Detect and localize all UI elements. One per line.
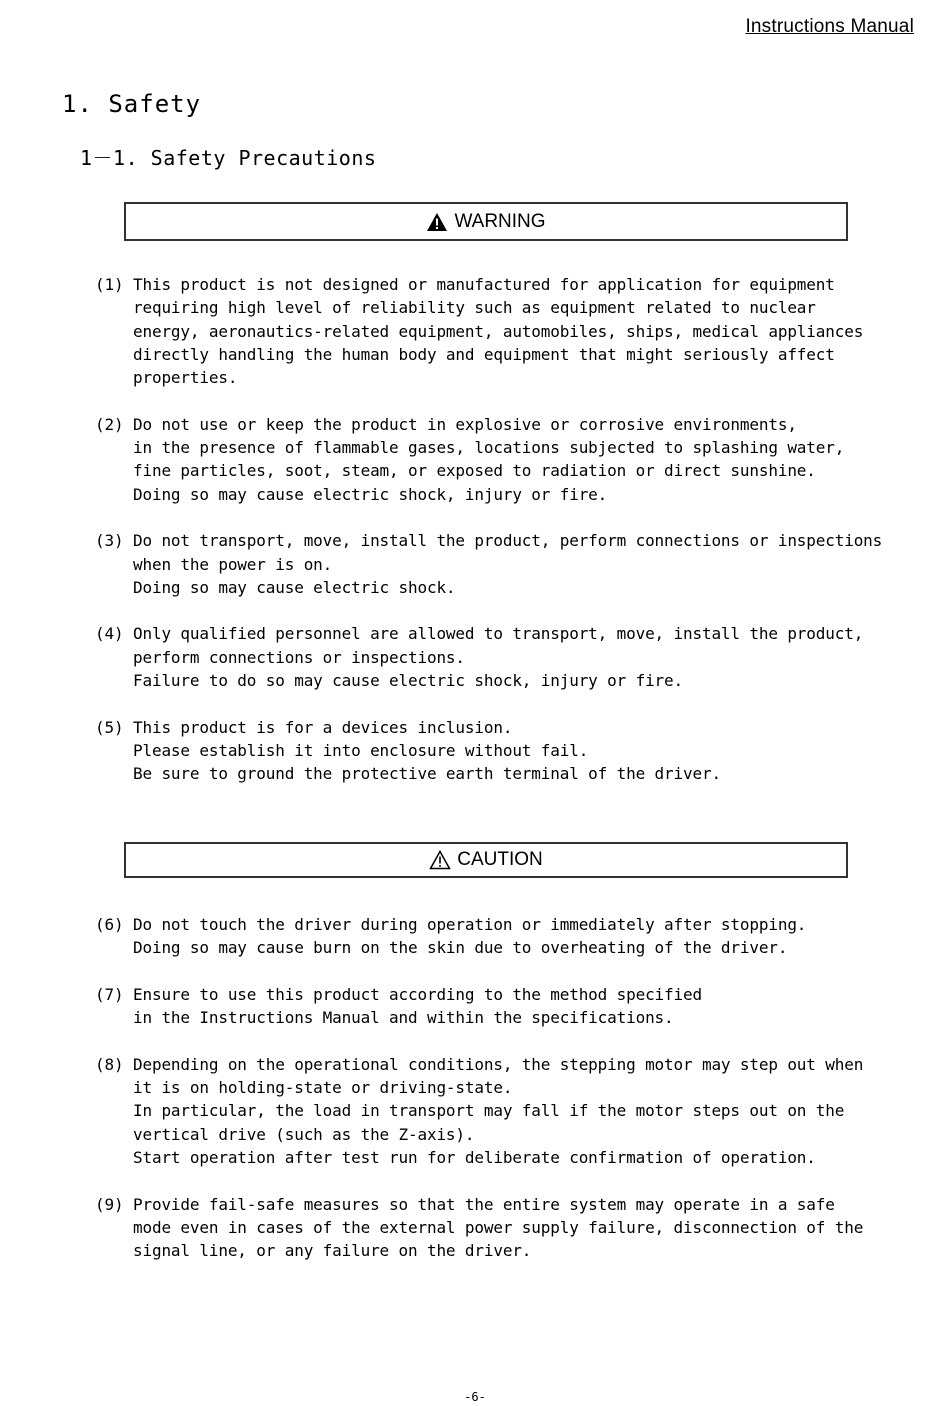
item-text-line: mode even in cases of the external power supply failure, disconnection of the bbox=[133, 1217, 864, 1237]
item-number: (8) bbox=[95, 1054, 124, 1074]
item-text bbox=[133, 913, 855, 960]
warning-list bbox=[95, 273, 883, 809]
warning-item bbox=[95, 413, 855, 506]
item-text-line: Doing so may cause burn on the skin due to overheating of the driver. bbox=[133, 938, 788, 958]
item-text-line: in the presence of flammable gases, locations subjected to splashing water, bbox=[133, 438, 845, 458]
item-number: (2) bbox=[95, 414, 124, 434]
item-text-line: Doing so may cause electric shock, injury or fire. bbox=[133, 484, 608, 504]
item-text-line: Please establish it into enclosure without fail. bbox=[133, 740, 589, 760]
item-text-line: Start operation after test run for deliberate confirmation of operation. bbox=[133, 1147, 816, 1167]
item-text-line: fine particles, soot, steam, or exposed to radiation or direct sunshine. bbox=[133, 461, 816, 481]
section-title: 1. Safety bbox=[62, 90, 202, 118]
item-text bbox=[133, 1053, 863, 1169]
caution-label: CAUTION bbox=[457, 849, 543, 870]
item-number: (5) bbox=[95, 717, 124, 737]
item-text-line: requiring high level of reliability such as equipment related to nuclear bbox=[133, 298, 816, 318]
item-text bbox=[133, 983, 855, 1030]
warning-label: WARNING bbox=[454, 210, 546, 232]
item-text-line: perform connections or inspections. bbox=[133, 647, 465, 667]
item-text-line: Only qualified personnel are allowed to transport, move, install the product, bbox=[133, 624, 864, 644]
warning-item bbox=[95, 273, 864, 389]
caution-banner bbox=[124, 842, 848, 878]
warning-banner bbox=[124, 202, 848, 241]
item-text-line: energy, aeronautics-related equipment, automobiles, ships, medical appliances bbox=[133, 321, 864, 341]
item-number: (9) bbox=[95, 1194, 124, 1214]
caution-item bbox=[95, 1053, 864, 1169]
item-text-line: Do not use or keep the product in explosive or corrosive environments, bbox=[133, 414, 797, 434]
item-text-line: This product is not designed or manufactured for application for equipment bbox=[133, 275, 835, 294]
item-text bbox=[133, 622, 863, 692]
item-text-line: In particular, the load in transport may fall if the motor steps out on the bbox=[133, 1101, 845, 1121]
item-number: (6) bbox=[95, 915, 124, 934]
item-text bbox=[133, 273, 863, 389]
item-text-line: directly handling the human body and equipment that might seriously affect bbox=[133, 344, 835, 364]
warning-item bbox=[95, 622, 864, 692]
item-text-line: it is on holding-state or driving-state. bbox=[133, 1078, 513, 1098]
item-text bbox=[133, 716, 855, 786]
manual-header: Instructions Manual bbox=[745, 16, 914, 37]
item-text-line: vertical drive (such as the Z-axis). bbox=[133, 1124, 475, 1144]
warning-filled-triangle-icon bbox=[426, 212, 448, 232]
item-text-line: This product is for a devices inclusion. bbox=[133, 717, 513, 737]
caution-outline-triangle-icon bbox=[429, 850, 451, 870]
item-text-line: properties. bbox=[133, 368, 238, 388]
item-number: (3) bbox=[95, 531, 124, 551]
warning-item bbox=[95, 529, 883, 599]
item-text-line: Doing so may cause electric shock. bbox=[133, 577, 456, 597]
caution-list bbox=[95, 913, 864, 1286]
item-number: (4) bbox=[95, 624, 124, 644]
item-text-line: Do not transport, move, install the product, perform connections or inspections bbox=[133, 531, 883, 551]
caution-item bbox=[95, 983, 855, 1030]
item-text-line: Be sure to ground the protective earth terminal of the driver. bbox=[133, 764, 721, 784]
caution-item bbox=[95, 1193, 864, 1263]
item-text bbox=[133, 529, 882, 599]
item-text-line: Ensure to use this product according to the method specified bbox=[133, 984, 702, 1004]
item-text-line: signal line, or any failure on the driver. bbox=[133, 1241, 532, 1261]
caution-item bbox=[95, 913, 855, 960]
item-text-line: Depending on the operational conditions, the stepping motor may step out when bbox=[133, 1054, 864, 1074]
item-text-line: Failure to do so may cause electric shock, injury or fire. bbox=[133, 671, 684, 691]
warning-item bbox=[95, 716, 855, 786]
page-number: -6- bbox=[464, 1390, 486, 1404]
item-text bbox=[133, 413, 855, 506]
item-text bbox=[133, 1193, 863, 1263]
item-text-line: Do not touch the driver during operation or immediately after stopping. bbox=[133, 915, 807, 934]
item-number: (7) bbox=[95, 984, 124, 1004]
item-text-line: Provide fail-safe measures so that the entire system may operate in a safe bbox=[133, 1194, 835, 1214]
item-text-line: when the power is on. bbox=[133, 554, 333, 574]
item-number: (1) bbox=[95, 275, 124, 294]
item-text-line: in the Instructions Manual and within the specifications. bbox=[133, 1008, 674, 1028]
subsection-title: 1－1. Safety Precautions bbox=[80, 146, 377, 170]
